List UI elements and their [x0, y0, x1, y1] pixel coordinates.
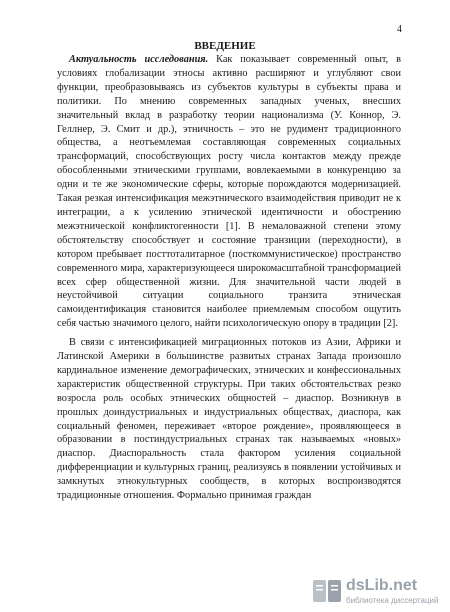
book-logo-icon [312, 576, 342, 606]
migration-text: В связи с интенсификацией миграционных потоков из Азии, Африки и Латинской Америки в большинстве развитых странах Запада произошло кардинальное изменение демографических, этнических и конфессиональных характеристик общественной структуры. При таких обстоятельствах резко возросла роль особых этнических общностей – диаспор. Возникнув в прошлых доиндустриальных и индустриальных обществах, диаспора, как социальный феномен, переживает «второе рождение», проявляющееся в образовании в постиндустриальных странах так называемых «новых» диаспор. Диаспоральность стала фактором усиления социальной дифференциации и культурных границ, реализуясь в появлении устойчивых и замкнутых этнокультурных сообществ, в которых воспроизводятся традиционные отношения. Формально принимая граждан [57, 337, 401, 502]
watermark-name: dsLib.net [346, 577, 418, 594]
page-number: 4 [397, 24, 402, 35]
body-text [57, 53, 401, 503]
relevance-lead: Актуальность исследования. [69, 54, 209, 65]
paragraph-migration [57, 336, 401, 503]
section-heading: ВВЕДЕНИЕ [194, 40, 256, 52]
watermark-subtitle: библиотека диссертаций [346, 596, 439, 605]
paragraph-relevance [57, 53, 401, 331]
relevance-text: Как показывает современный опыт, в условиях глобализации этносы активно расширяют и углубляют свои функции, преобразовываясь из субъектов культуры в субъекты права и политики. По мнению современных западных ученых, внесших значительный вклад в разработку теории национализма (У. Коннор, Э. Геллнер, Э. Смит и др.), этничность – это не рудимент традиционного общества, а неотъемлемая составляющая современных социальных трансформаций, способствующих росту числа контактов между прежде обособленными этническими группами, вовлекаемыми в конкуренцию за одни и те же экономические сферы, которые порождаются модернизацией. Такая резкая интенсификация межэтнического взаимодействия приводит не к интеграции, а к усилению этнической идентичности и обострению межэтнической конфликтогенности [1]. В немаловажной степени этому обстоятельству способствует и состояние транзиции (переходности), в котором пребывает посттоталитарное (посткоммунистическое) пространство современного мира, характеризующееся широкомасштабной трансформацией всех сфер общественной жизни. Для значительной части людей в неустойчивой ситуации социального транзита этническая самоидентификация становится наиболее приемлемым способом ощутить себя частью значимого целого, найти психологическую опору в традиции [2]. [57, 54, 401, 330]
dslib-watermark [312, 576, 440, 606]
